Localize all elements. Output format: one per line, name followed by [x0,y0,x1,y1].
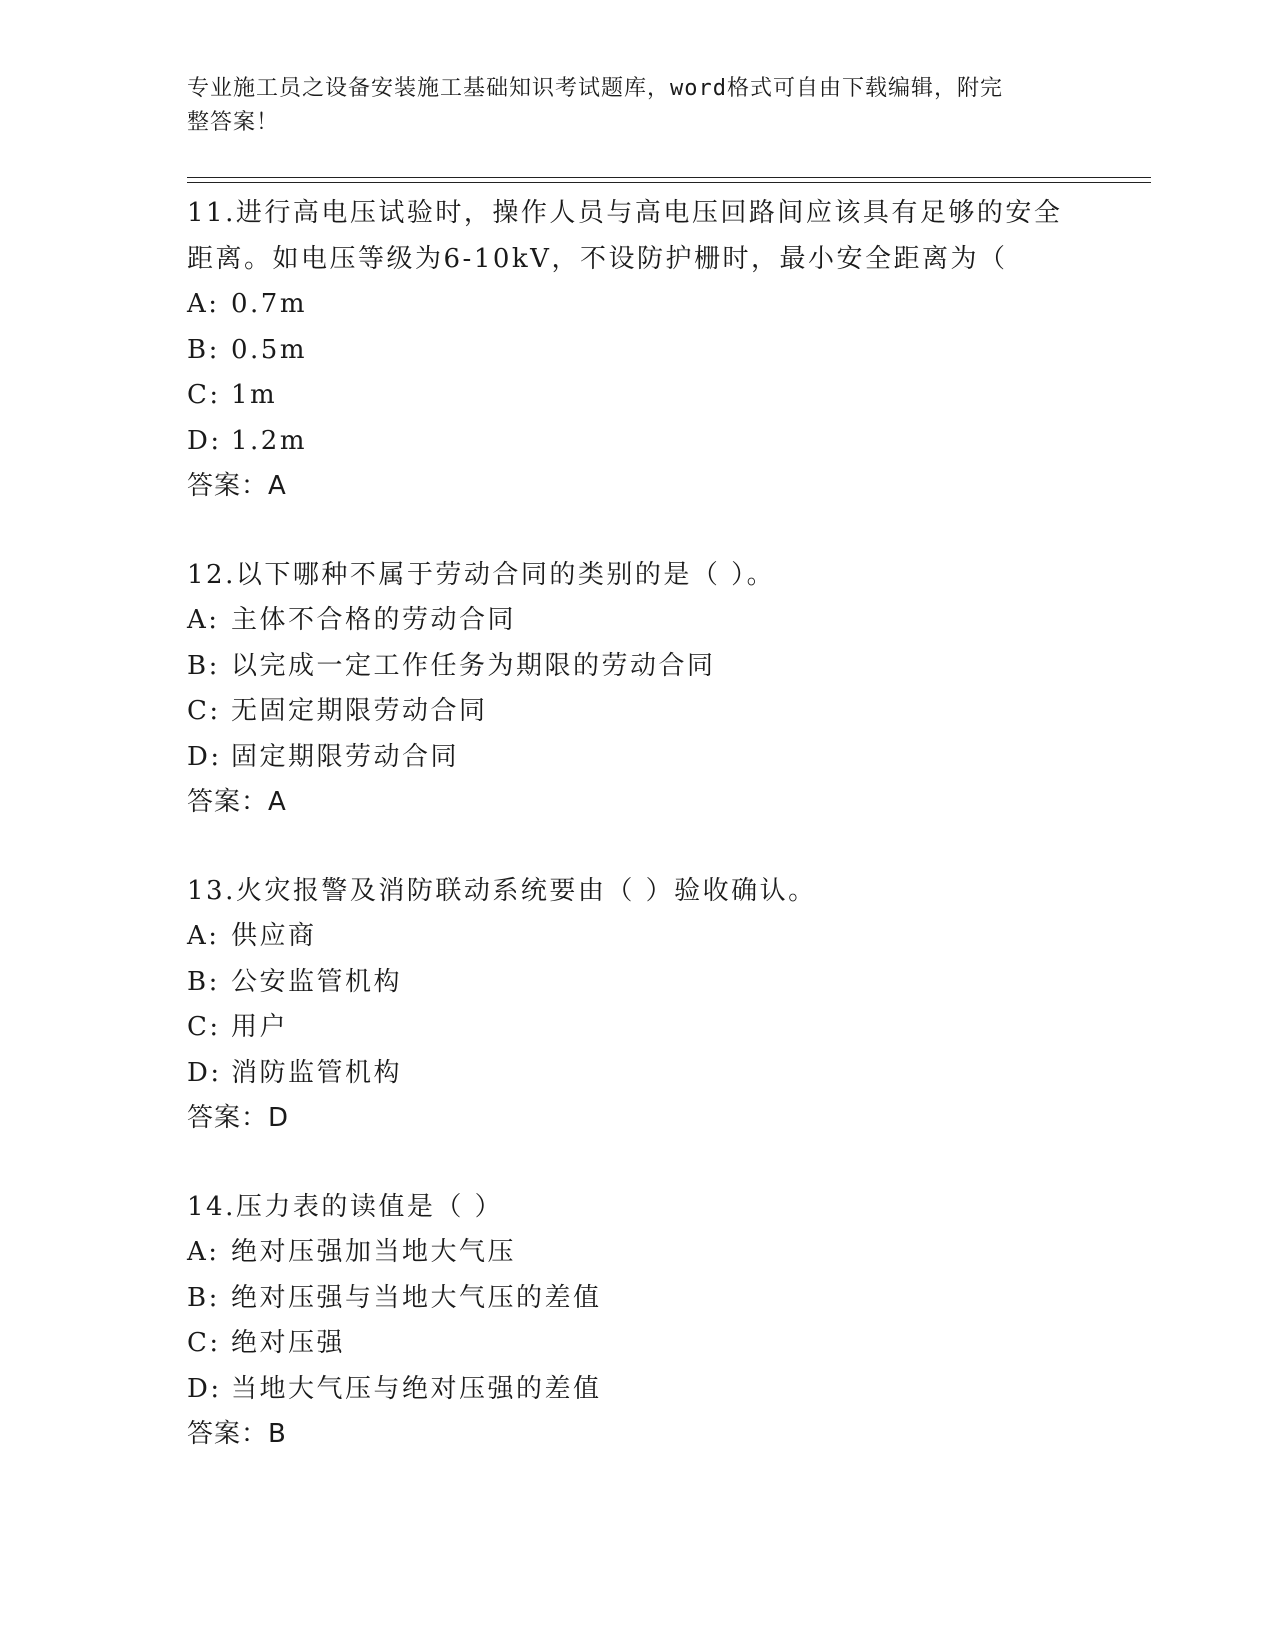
option-text: 消防监管机构 [231,1057,403,1088]
option-text: 绝对压强与当地大气压的差值 [231,1282,602,1313]
option-b [187,328,1107,374]
option-text: 用户 [231,1012,289,1042]
question-11 [187,190,1107,508]
option-text: 绝对压强 [231,1328,346,1358]
option-c [187,373,1107,419]
answer-label: 答案：D [187,1103,290,1133]
option-letter: A: [187,1237,220,1267]
option-d [187,419,1107,465]
answer-label: 答案：A [187,787,287,817]
option-c [187,1321,1107,1367]
option-text: 0.7m [231,289,308,319]
option-text: 绝对压强加当地大气压 [231,1237,517,1267]
header-divider-bottom [187,182,1151,183]
option-b [187,1276,1107,1322]
option-letter: B: [187,650,220,681]
option-text: 供应商 [231,921,317,951]
option-a [187,282,1107,328]
option-d [187,735,1107,781]
option-letter: D: [187,1373,222,1404]
option-letter: A: [187,921,220,951]
option-letter: B: [187,334,220,365]
option-text: 0.5m [231,334,308,365]
option-letter: D: [187,425,222,456]
option-text: 主体不合格的劳动合同 [231,605,517,635]
option-letter: D: [187,741,222,772]
question-text: 14.压力表的读值是（ ） [187,1192,504,1222]
question-12 [187,552,1107,824]
option-letter: C: [187,1328,221,1358]
option-d [187,1367,1107,1413]
option-b [187,644,1107,690]
option-letter: C: [187,380,221,410]
option-text: 以完成一定工作任务为期限的劳动合同 [231,650,716,681]
option-letter: C: [187,696,221,726]
document-header [187,72,1067,140]
option-c [187,1005,1107,1051]
option-letter: A: [187,289,220,319]
option-text: 1.2m [231,425,308,456]
option-letter: B: [187,1282,220,1313]
option-c [187,689,1107,735]
question-14 [187,1184,1107,1456]
header-line-1: 专业施工员之设备安装施工基础知识考试题库，word格式可自由下载编辑，附完 [187,76,1003,101]
option-a [187,914,1107,960]
option-letter: A: [187,605,220,635]
question-text: 11.进行高电压试验时，操作人员与高电压回路间应该具有足够的安全 [187,198,1063,228]
option-a [187,1230,1107,1276]
question-text: 12.以下哪种不属于劳动合同的类别的是（ ）。 [187,560,776,590]
option-letter: B: [187,966,220,997]
question-text: 13.火灾报警及消防联动系统要由（ ）验收确认。 [187,876,817,906]
option-b [187,960,1107,1006]
option-text: 固定期限劳动合同 [231,741,460,772]
option-letter: C: [187,1012,221,1042]
option-a [187,598,1107,644]
question-text: 距离。如电压等级为6-10kV，不设防护栅时，最小安全距离为（ [187,244,1008,274]
option-text: 1m [231,380,278,410]
question-list [187,190,1107,1500]
option-text: 无固定期限劳动合同 [231,696,488,726]
option-d [187,1051,1107,1097]
option-text: 公安监管机构 [231,966,403,997]
answer-label: 答案：A [187,471,287,501]
option-letter: D: [187,1057,222,1088]
option-text: 当地大气压与绝对压强的差值 [231,1373,602,1404]
question-13 [187,868,1107,1140]
header-line-2: 整答案！ [187,110,280,135]
answer-label: 答案：B [187,1419,287,1449]
header-divider-top [187,177,1151,178]
